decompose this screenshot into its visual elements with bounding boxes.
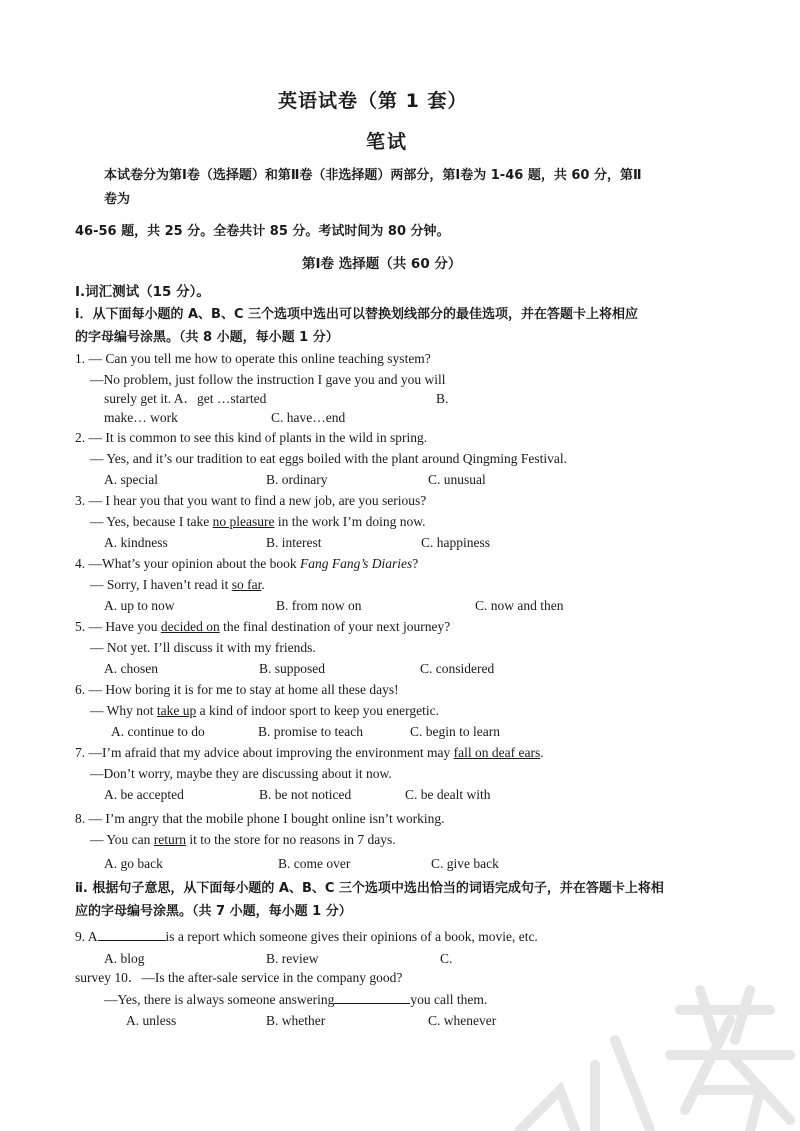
q10-option-b: B. whether: [266, 1013, 326, 1028]
q10-blank: [334, 991, 410, 1004]
q6-reply: [90, 702, 439, 719]
q9-option-c: C.: [440, 951, 453, 966]
q1-stem: 1. — Can you tell me how to operate this online teaching system?: [75, 351, 431, 366]
q5-stem: [75, 618, 450, 635]
q1-line-4a: make… work: [104, 410, 178, 425]
q6-option-a: A. continue to do: [111, 724, 205, 739]
q8-stem: 8. — I’m angry that the mobile phone I bought online isn’t working.: [75, 811, 445, 826]
q2-option-a: A. special: [104, 472, 158, 487]
q7-option-a: A. be accepted: [104, 787, 184, 802]
intro-line-2: 卷为: [104, 192, 131, 207]
q2-reply: — Yes, and it’s our tradition to eat eggs boiled with the plant around Qingming Festival.: [90, 451, 567, 466]
subsection-ii-line-1: ⅱ. 根据句子意思，从下面每小题的 A、B、C 三个选项中选出恰当的词语完成句子，并在答题卡上将相: [75, 881, 664, 896]
q7-reply: —Don’t worry, maybe they are discussing about it now.: [90, 766, 392, 781]
q10-reply-post: you call them.: [410, 992, 488, 1007]
q7-option-c: C. be dealt with: [405, 787, 491, 802]
q7-stem-post: .: [540, 745, 544, 760]
q7-underlined-phrase: fall on deaf ears: [453, 745, 541, 760]
q4-option-b: B. from now on: [276, 598, 362, 613]
q7-option-b: B. be not noticed: [259, 787, 352, 802]
q5-stem-pre: 5. — Have you: [75, 619, 161, 634]
q1-reply: —No problem, just follow the instruction I gave you and you will: [90, 372, 446, 387]
q3-stem: 3. — I hear you that you want to find a new job, are you serious?: [75, 493, 427, 508]
intro-line-3: 46-56 题，共 25 分。全卷共计 85 分。考试时间为 80 分钟。: [75, 224, 450, 239]
q5-stem-post: the final destination of your next journey?: [219, 619, 451, 634]
q9-option-a: A. blog: [104, 951, 145, 966]
q4-reply: [90, 576, 265, 593]
part-1-heading: 第Ⅰ卷 选择题（共 60 分）: [302, 256, 462, 272]
q7-stem-pre: 7. —I’m afraid that my advice about improving the environment may: [75, 745, 454, 760]
q3-reply: [90, 513, 425, 530]
q10-stem: survey 10．—Is the after-sale service in the company good?: [75, 970, 403, 985]
q2-stem: 2. — It is common to see this kind of plants in the wild in spring.: [75, 430, 428, 445]
q4-book-title: Fang Fang’s Diaries: [299, 556, 413, 571]
q5-option-c: C. considered: [420, 661, 495, 676]
q6-reply-pre: — Why not: [90, 703, 157, 718]
q3-option-b: B. interest: [266, 535, 322, 550]
q6-stem: 6. — How boring it is for me to stay at home all these days!: [75, 682, 399, 697]
q8-underlined-word: return: [153, 832, 186, 847]
q3-reply-pre: — Yes, because I take: [90, 514, 213, 529]
q4-stem: [75, 555, 418, 572]
q9-stem: [75, 928, 538, 945]
subsection-ii-line-2: 应的字母编号涂黑。（共 7 小题，每小题 1 分）: [75, 904, 352, 919]
q8-option-a: A. go back: [104, 856, 163, 871]
q6-option-b: B. promise to teach: [258, 724, 363, 739]
section-1-heading: Ⅰ.词汇测试（15 分）。: [75, 284, 210, 300]
q6-option-c: C. begin to learn: [410, 724, 500, 739]
watermark-logo: [500, 980, 800, 1131]
q5-reply: — Not yet. I’ll discuss it with my friends.: [90, 640, 316, 655]
q9-stem-post: is a report which someone gives their opinions of a book, movie, etc.: [165, 929, 538, 944]
exam-subtitle: 笔试: [366, 131, 409, 153]
q4-reply-post: .: [261, 577, 265, 592]
q8-reply-pre: — You can: [90, 832, 154, 847]
q4-option-c: C. now and then: [475, 598, 564, 613]
q4-stem-post: ?: [412, 556, 419, 571]
q6-underlined-phrase: take up: [156, 703, 197, 718]
intro-line-1: 本试卷分为第Ⅰ卷（选择题）和第Ⅱ卷（非选择题）两部分，第Ⅰ卷为 1-46 题，共 60 分，第Ⅱ: [104, 168, 642, 183]
q3-reply-post: in the work I’m doing now.: [274, 514, 426, 529]
q1-option-c: C. have…end: [271, 410, 346, 425]
q5-option-b: B. supposed: [259, 661, 326, 676]
q9-stem-pre: 9. A: [75, 929, 98, 944]
exam-title: 英语试卷（第 1 套）: [278, 90, 468, 112]
q8-option-b: B. come over: [278, 856, 351, 871]
q5-underlined-phrase: decided on: [160, 619, 220, 634]
q3-underlined-phrase: no pleasure: [212, 514, 275, 529]
q1-option-b-label: B.: [436, 391, 449, 406]
q8-reply: [90, 831, 396, 848]
q2-option-c: C. unusual: [428, 472, 486, 487]
q4-option-a: A. up to now: [104, 598, 175, 613]
q10-reply: [104, 991, 487, 1008]
q2-option-b: B. ordinary: [266, 472, 328, 487]
q3-option-a: A. kindness: [104, 535, 168, 550]
q3-option-c: C. happiness: [421, 535, 490, 550]
q8-reply-post: it to the store for no reasons in 7 days.: [186, 832, 396, 847]
q4-reply-pre: — Sorry, I haven’t read it: [90, 577, 232, 592]
q10-option-a: A. unless: [126, 1013, 177, 1028]
q9-blank: [98, 928, 166, 941]
q10-reply-pre: —Yes, there is always someone answering: [104, 992, 335, 1007]
q6-reply-post: a kind of indoor sport to keep you energetic.: [196, 703, 439, 718]
q7-stem: [75, 744, 544, 761]
subsection-i-line-1: ⅰ．从下面每小题的 A、B、C 三个选项中选出可以替换划线部分的最佳选项，并在答题卡上将相应: [75, 307, 639, 322]
subsection-i-line-2: 的字母编号涂黑。（共 8 小题，每小题 1 分）: [75, 330, 339, 345]
q8-option-c: C. give back: [431, 856, 499, 871]
q4-stem-pre: 4. —What’s your opinion about the book: [75, 556, 300, 571]
q10-option-c: C. whenever: [428, 1013, 497, 1028]
q4-underlined-phrase: so far: [231, 577, 262, 592]
q5-option-a: A. chosen: [104, 661, 158, 676]
q1-line-3: surely get it. A．get …started: [104, 391, 267, 406]
q9-option-b: B. review: [266, 951, 319, 966]
